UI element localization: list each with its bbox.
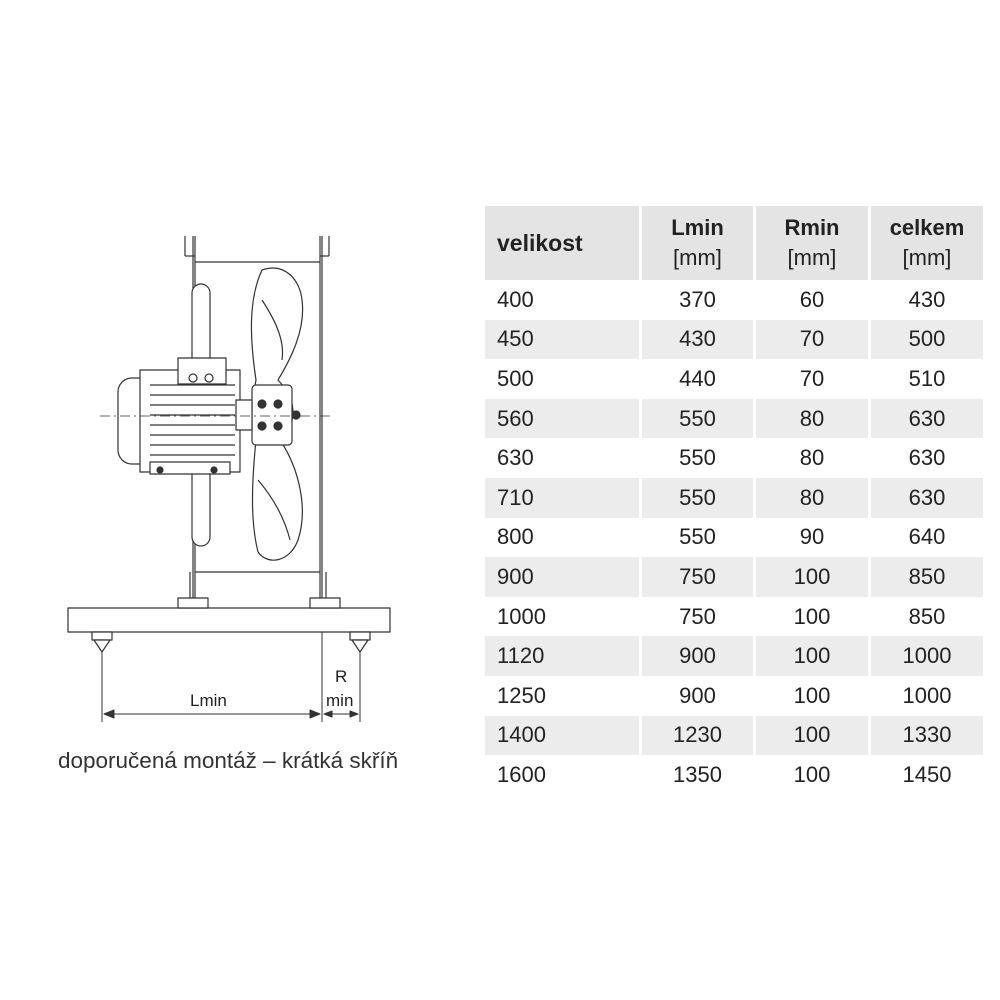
table-row	[485, 359, 983, 399]
cell-lmin: 440	[679, 365, 716, 391]
cell-rmin: 100	[793, 603, 831, 629]
cell-celkem: 630	[908, 445, 946, 471]
cell-velikost: 900	[485, 557, 639, 597]
cell-lmin: 550	[642, 399, 753, 439]
table-header-row	[485, 206, 983, 280]
cell-celkem: 630	[871, 399, 983, 439]
min-label: min	[326, 691, 354, 710]
dimensions-table	[482, 206, 986, 795]
table-row	[485, 518, 983, 558]
cell-rmin: 70	[799, 365, 825, 391]
table-row	[485, 755, 983, 795]
cell-rmin: 60	[799, 286, 825, 312]
cell-celkem: 850	[871, 557, 983, 597]
cell-velikost: 710	[485, 478, 639, 518]
cell-rmin: 100	[793, 682, 831, 708]
cell-lmin: 430	[642, 320, 753, 360]
cell-celkem: 850	[908, 603, 946, 629]
cell-lmin: 550	[642, 478, 753, 518]
cell-velikost: 1600	[497, 761, 546, 787]
cell-lmin: 1350	[673, 761, 722, 787]
cell-celkem: 430	[908, 286, 946, 312]
cell-lmin: 900	[679, 682, 716, 708]
cell-celkem: 1330	[871, 716, 983, 756]
table-row	[485, 280, 983, 320]
cell-celkem: 500	[871, 320, 983, 360]
cell-lmin: 900	[642, 636, 753, 676]
cell-lmin: 750	[679, 603, 716, 629]
cell-rmin: 100	[756, 716, 868, 756]
table-row	[485, 557, 983, 597]
header-velikost: velikost	[485, 206, 639, 280]
cell-rmin: 80	[756, 478, 868, 518]
cell-lmin: 550	[679, 524, 716, 550]
fan-hub	[252, 385, 300, 445]
drawing-caption: doporučená montáž – krátká skříň	[58, 748, 399, 773]
cell-rmin: 90	[799, 524, 825, 550]
cell-velikost: 560	[485, 399, 639, 439]
cell-lmin: 550	[679, 445, 716, 471]
header-celkem: celkem [mm]	[871, 206, 983, 280]
table-row	[485, 438, 983, 478]
r-label: R	[335, 667, 348, 686]
cell-rmin: 80	[756, 399, 868, 439]
cell-velikost: 450	[485, 320, 639, 360]
cell-rmin: 80	[799, 445, 825, 471]
base-frame	[68, 598, 390, 632]
cell-velikost: 400	[497, 286, 534, 312]
cell-rmin: 100	[756, 636, 868, 676]
cell-rmin: 100	[793, 761, 831, 787]
header-rmin: Rmin [mm]	[756, 206, 868, 280]
cell-lmin: 750	[642, 557, 753, 597]
table-row	[485, 478, 983, 518]
cell-rmin: 70	[756, 320, 868, 360]
cell-celkem: 1000	[902, 682, 952, 708]
cell-velikost: 800	[497, 524, 534, 550]
table-row	[485, 636, 983, 676]
cell-velikost: 630	[497, 445, 534, 471]
lmin-label: Lmin	[190, 691, 227, 710]
cell-celkem: 630	[871, 478, 983, 518]
cell-celkem: 1000	[871, 636, 983, 676]
cell-lmin: 1230	[642, 716, 753, 756]
cell-lmin: 370	[679, 286, 716, 312]
cell-velikost: 1250	[497, 682, 546, 708]
support-feet	[92, 632, 370, 652]
cell-celkem: 1450	[902, 761, 952, 787]
table-row	[485, 676, 983, 716]
table-row	[485, 716, 983, 756]
table-body	[485, 280, 983, 795]
header-lmin: Lmin [mm]	[642, 206, 753, 280]
cell-velikost: 1120	[485, 636, 639, 676]
cell-velikost: 500	[497, 365, 534, 391]
table-row	[485, 597, 983, 637]
table-row	[485, 399, 983, 439]
fan-mounting-drawing	[0, 0, 470, 740]
cell-celkem: 510	[908, 365, 946, 391]
cell-velikost: 1000	[497, 603, 546, 629]
dimension-lines	[102, 632, 360, 722]
table-row	[485, 320, 983, 360]
cell-rmin: 100	[756, 557, 868, 597]
cell-velikost: 1400	[485, 716, 639, 756]
cell-celkem: 640	[908, 524, 946, 550]
